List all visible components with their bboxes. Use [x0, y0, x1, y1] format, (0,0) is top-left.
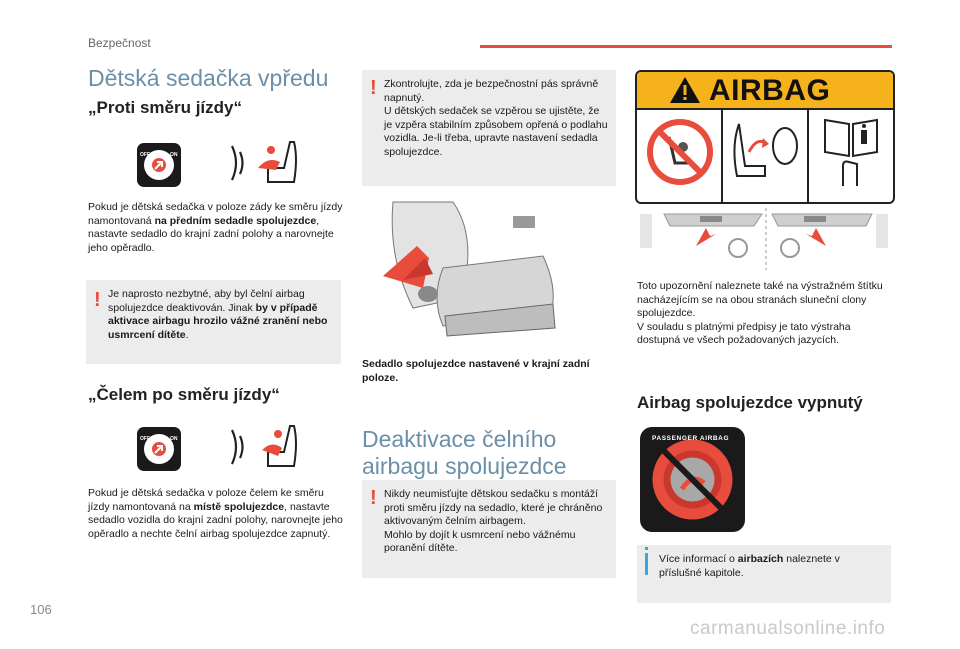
badge-on-label: ON — [170, 436, 178, 442]
sun-visor-illustration — [636, 206, 892, 272]
page-number: 106 — [30, 602, 52, 617]
airbag-label-header — [637, 72, 893, 110]
info-text: Více informací o airbazích naleznete v příslušné kapitole. — [659, 553, 840, 579]
airbag-off-badge — [137, 143, 181, 187]
manual-book-icon — [821, 116, 881, 190]
airbag-label-word: AIRBAG — [709, 74, 831, 107]
seat-caption: Sedadlo spolujezdce nastavené v krajní zadní poloze. — [362, 358, 590, 384]
airbag-off-heading: Airbag spolujezdce vypnutý — [637, 393, 863, 412]
arrow-icon — [153, 159, 165, 171]
header-accent-bar — [480, 45, 892, 48]
warning-icon: ! — [94, 289, 101, 311]
manual-cell — [809, 110, 893, 202]
deactivation-title: Deaktivace čelního airbagu spolujezdce — [362, 426, 567, 479]
no-rear-seat-cell — [637, 110, 723, 202]
airbag-deploy-icon — [729, 116, 801, 190]
label-location-text: Toto upozornění naleznete také na výstražném štítku nacházejícím se na obou stranách sluneční clony spolujezdce. V souladu s platnými předpisy je tato výstraha dostupná ve všech požadovaných jazycích. — [637, 280, 883, 347]
arrow-icon — [153, 443, 165, 455]
warning-text: Je naprosto nezbytné, aby byl čelní airbag spolujezdce deaktivován. Jinak by v případě aktivace airbagu hrozilo vážné zranění nebo usmrcení dítěte. — [108, 288, 328, 341]
badge-off-label: OFF — [140, 152, 150, 158]
warning-icon: ! — [370, 77, 377, 99]
airbag-deploy-cell — [723, 110, 809, 202]
badge-caption: PASSENGER AIRBAG — [652, 435, 730, 442]
warning-box-deactivate — [86, 280, 341, 364]
page-title: Dětská sedačka vpředu — [88, 65, 329, 91]
badge-on-label: ON — [170, 152, 178, 158]
prohibited-icon — [645, 117, 715, 187]
airbag-off-indicator-icon — [646, 433, 739, 526]
rear-facing-heading: „Proti směru jízdy“ — [88, 98, 242, 117]
seat-illustration — [383, 198, 563, 338]
badge-off-label: OFF — [140, 436, 150, 442]
forward-facing-seat-icon — [228, 422, 298, 472]
info-box-airbags — [637, 545, 891, 603]
forward-facing-heading: „Čelem po směru jízdy“ — [88, 385, 280, 404]
warning-icon: ! — [370, 487, 377, 509]
rear-facing-seat-icon — [228, 138, 298, 188]
warning-triangle-icon — [669, 76, 701, 104]
warning-text: Nikdy neumisťujte dětskou sedačku s montáží proti směru jízdy na sedadlo, které je chráněno aktivovaným čelním airbagem. Mohlo by dojít k usmrcení nebo vážnému poranění dítěte. — [384, 488, 603, 555]
info-icon — [645, 553, 648, 575]
airbag-warning-label — [635, 70, 895, 204]
rear-facing-text: Pokud je dětská sedačka v poloze zády ke směru jízdy namontovaná na předním sedadle spolujezdce, nastavte sedadlo do krajní zadní polohy a narovnejte jeho opěradlo. — [88, 201, 343, 254]
warning-text: Zkontrolujte, zda je bezpečnostní pás správně napnutý. U dětských sedaček se vzpěrou se ujistěte, že je vzpěra stabilním způsobem opřená o podlahu vozidla. Je-li třeba, upravte nastavení sedadla spolujezdce. — [384, 78, 608, 158]
watermark: carmanualsonline.info — [690, 618, 886, 639]
warning-box-never — [362, 480, 616, 578]
airbag-on-badge — [137, 427, 181, 471]
passenger-airbag-off-badge — [640, 427, 745, 532]
forward-facing-text: Pokud je dětská sedačka v poloze čelem ke směru jízdy namontovaná na místě spolujezdce, nastavte sedadlo vozidla do krajní zadní polohy, narovnejte jeho opěradlo a nechte čelní airbag spolujezdce zapnutý. — [88, 487, 343, 540]
section-label: Bezpečnost — [88, 36, 151, 50]
warning-box-seatbelt — [362, 70, 616, 186]
